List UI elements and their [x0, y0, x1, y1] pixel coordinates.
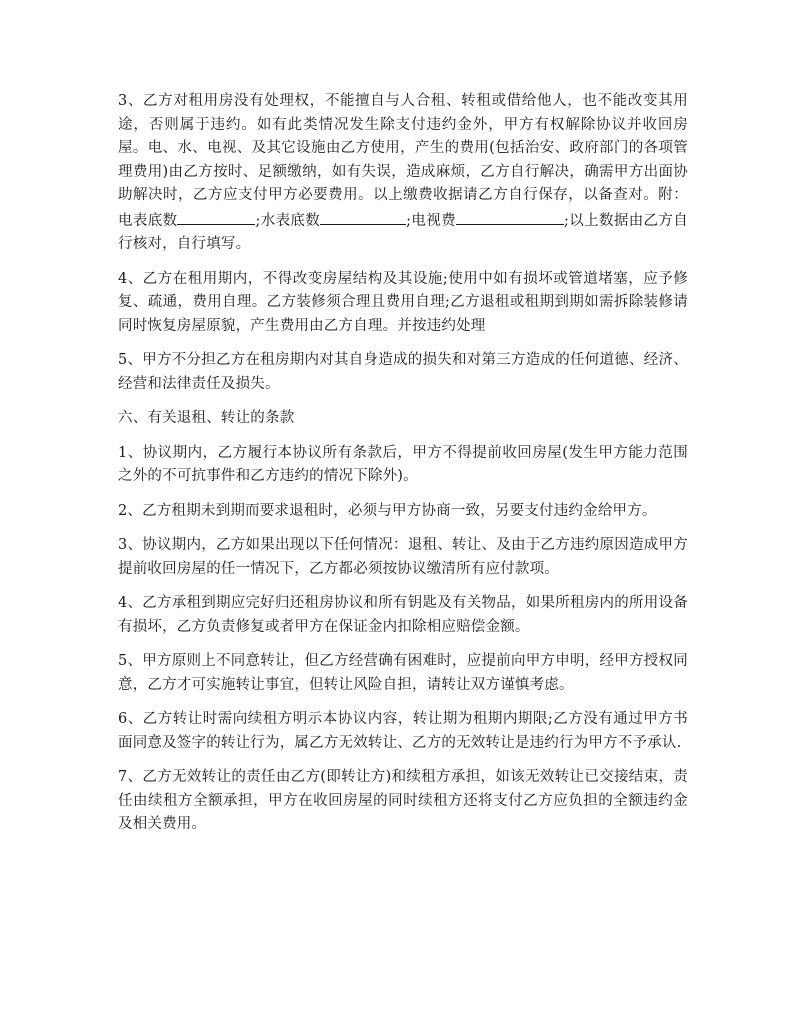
- paragraph: [118, 349, 688, 396]
- paragraph: [118, 407, 688, 431]
- paragraph-text: ;水表底数: [255, 212, 321, 229]
- paragraph: [118, 268, 688, 339]
- document-body: [118, 90, 688, 848]
- paragraph-text: ;电视费: [406, 212, 456, 229]
- fill-in-blank: [320, 208, 406, 225]
- paragraph-text: 2、乙方租期未到期而要求退租时，必须与甲方协商一致，另要支付违约金给甲方。: [118, 502, 657, 519]
- paragraph: [118, 650, 688, 697]
- paragraph-text: ;以上数据由乙方自行核对，自行填写。: [118, 212, 688, 252]
- fill-in-blank: [456, 208, 564, 225]
- paragraph: [118, 708, 688, 755]
- paragraph: [118, 90, 688, 257]
- paragraph-text: 1、协议期内，乙方履行本协议所有条款后，甲方不得提前收回房屋(发生甲方能力范围之外的不可抗事件和乙方违约的情况下除外)。: [118, 444, 688, 484]
- paragraph: [118, 500, 688, 524]
- paragraph-text: 4、乙方承租到期应完好归还租房协议和所有钥匙及有关物品，如果所租房内的所用设备有损坏，乙方负责修复或者甲方在保证金内扣除相应赔偿金额。: [118, 595, 688, 635]
- paragraph-text: 4、乙方在租用期内，不得改变房屋结构及其设施;使用中如有损坏或管道堵塞，应予修复、疏通，费用自理。乙方装修须合理且费用自理;乙方退租或租期到期如需拆除装修请同时恢复房屋原貌，产生费用由乙方自理。并按违约处理: [118, 270, 688, 334]
- paragraph-text: 5、甲方原则上不同意转让，但乙方经营确有困难时，应提前向甲方申明，经甲方授权同意，乙方才可实施转让事宜，但转让风险自担，请转让双方谨慎考虑。: [118, 653, 688, 693]
- paragraph: [118, 766, 688, 837]
- paragraph-text: 3、乙方对租用房没有处理权，不能擅自与人合租、转租或借给他人，也不能改变其用途，否则属于违约。如有此类情况发生除支付违约金外，甲方有权解除协议并收回房屋。电、水、电视、及其它设施由乙方使用，产生的费用(包括治安、政府部门的各项管理费用)由乙方按时、足额缴纳，如有失误，造成麻烦，乙方自行解决，确需甲方出面协助解决时，乙方应支付甲方必要费用。以上缴费收据请乙方自行保存，以备查对。附：电表底数: [118, 93, 688, 229]
- paragraph-text: 7、乙方无效转让的责任由乙方(即转让方)和续租方承担，如该无效转让已交接结束，责任由续租方全额承担，甲方在收回房屋的同时续租方还将支付乙方应负担的全额违约金及相关费用。: [118, 769, 688, 832]
- paragraph-text: 六、有关退租、转让的条款: [118, 410, 295, 426]
- paragraph: [118, 592, 688, 639]
- paragraph-text: 5、甲方不分担乙方在租房期内对其自身造成的损失和对第三方造成的任何道德、经济、经营和法律责任及损失。: [118, 352, 688, 392]
- paragraph-text: 3、协议期内，乙方如果出现以下任何情况：退租、转让、及由于乙方违约原因造成甲方提前收回房屋的任一情况下，乙方都必须按协议缴清所有应付款项。: [118, 537, 688, 577]
- fill-in-blank: [177, 208, 255, 225]
- paragraph: [118, 534, 688, 581]
- paragraph: [118, 442, 688, 489]
- paragraph-text: 6、乙方转让时需向续租方明示本协议内容，转让期为租期内期限;乙方没有通过甲方书面同意及签字的转让行为，属乙方无效转让、乙方的无效转让是违约行为甲方不予承认.: [118, 711, 688, 751]
